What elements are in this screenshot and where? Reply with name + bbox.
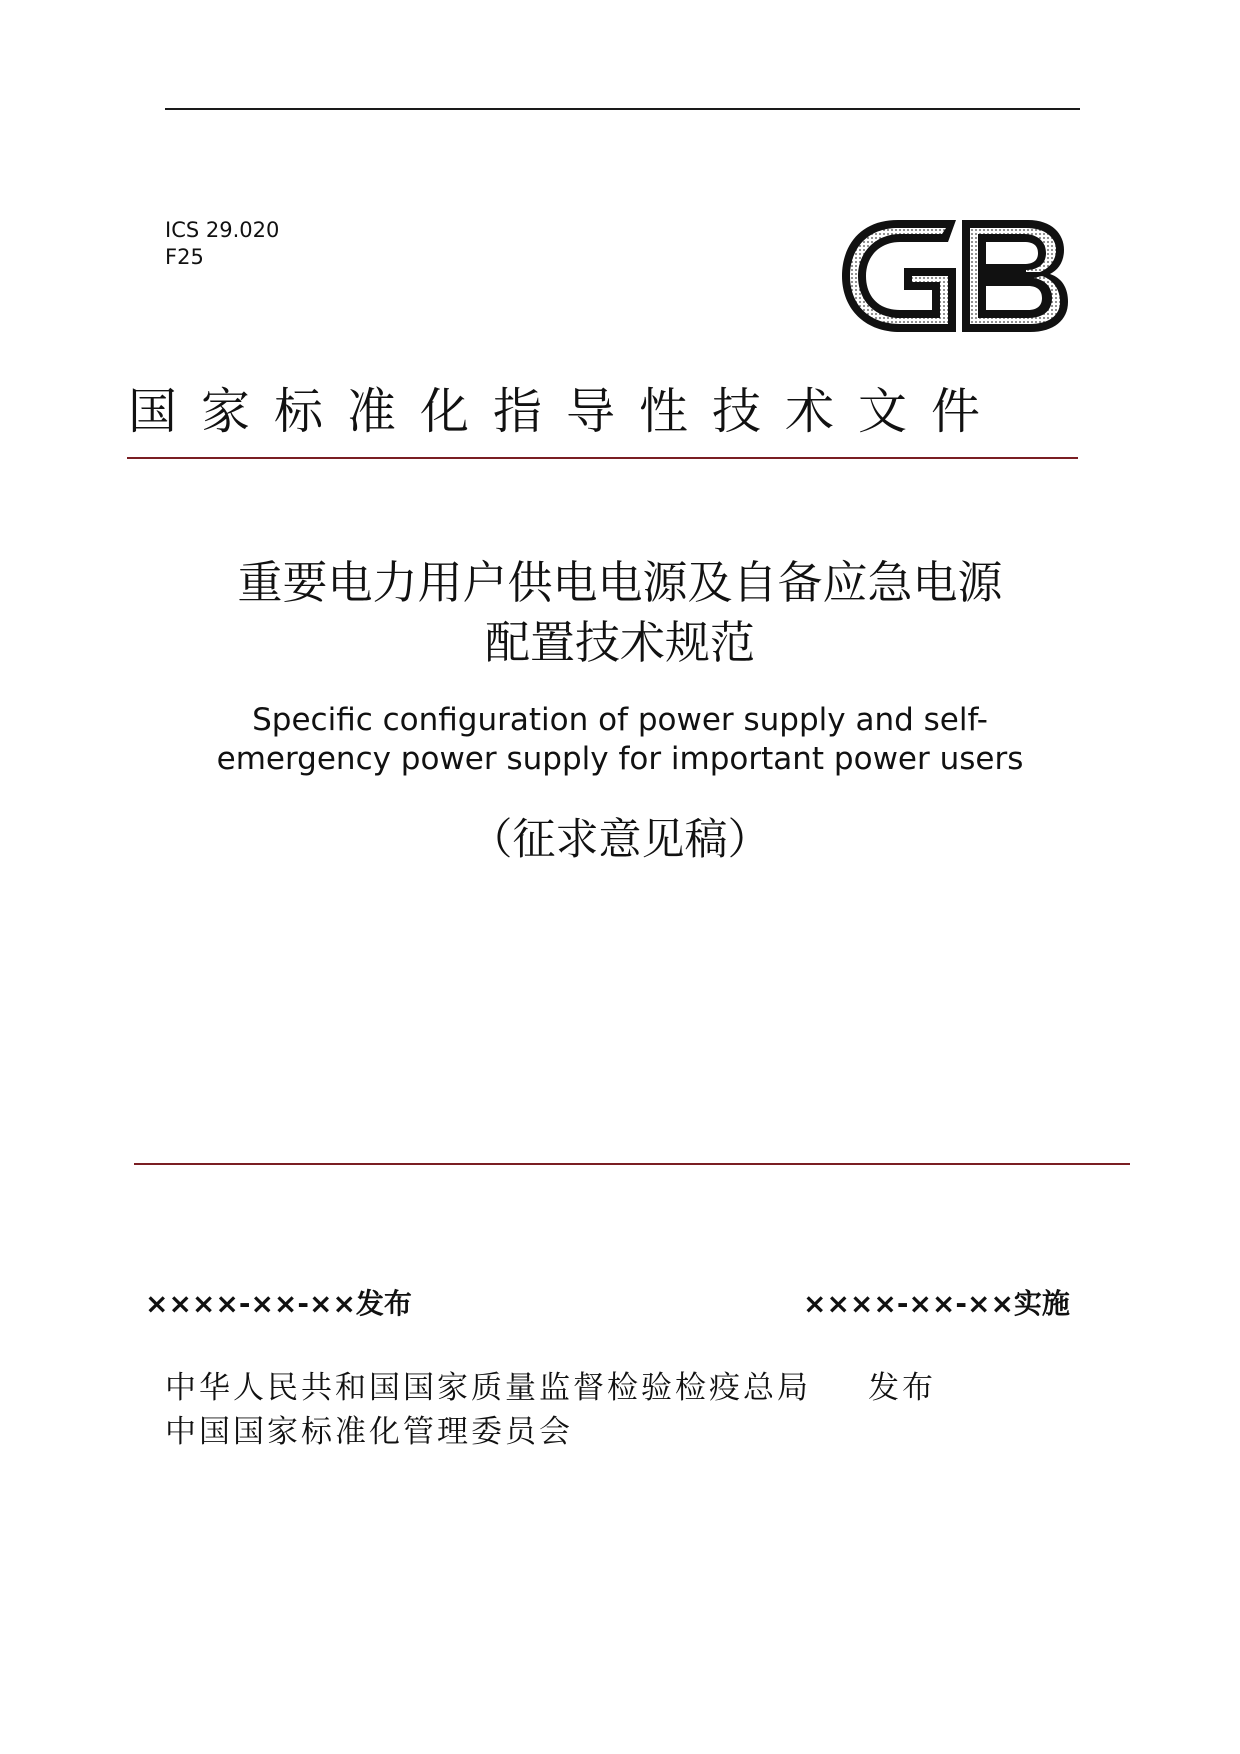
classification-codes bbox=[165, 217, 279, 271]
gb-logo bbox=[838, 216, 1070, 336]
english-title bbox=[140, 701, 1100, 779]
publish-date: ××××-××-××发布 bbox=[145, 1287, 412, 1320]
english-title-line-1: Specific configuration of power supply and self- bbox=[252, 702, 988, 738]
chinese-title bbox=[140, 553, 1100, 673]
header-divider bbox=[127, 457, 1078, 459]
chinese-title-line-2: 配置技术规范 bbox=[484, 616, 755, 669]
footer-divider bbox=[134, 1163, 1130, 1165]
document-type-heading: 国家标准化指导性技术文件 bbox=[128, 383, 1005, 440]
chinese-title-line-1: 重要电力用户供电电源及自备应急电源 bbox=[237, 556, 1003, 609]
issuer-sac: 中国国家标准化管理委员会 bbox=[165, 1414, 573, 1450]
draft-status-label: （征求意见稿） bbox=[469, 815, 771, 865]
top-rule bbox=[165, 108, 1080, 110]
ics-code: ICS 29.020 bbox=[165, 218, 280, 242]
issuing-authorities bbox=[165, 1366, 811, 1454]
ccs-code: F25 bbox=[165, 245, 204, 269]
issue-label: 发布 bbox=[868, 1370, 936, 1406]
issuer-aqsiq: 中华人民共和国国家质量监督检验检疫总局 bbox=[165, 1370, 811, 1406]
effective-date: ××××-××-××实施 bbox=[803, 1287, 1070, 1320]
english-title-line-2: emergency power supply for important power users bbox=[216, 741, 1024, 777]
